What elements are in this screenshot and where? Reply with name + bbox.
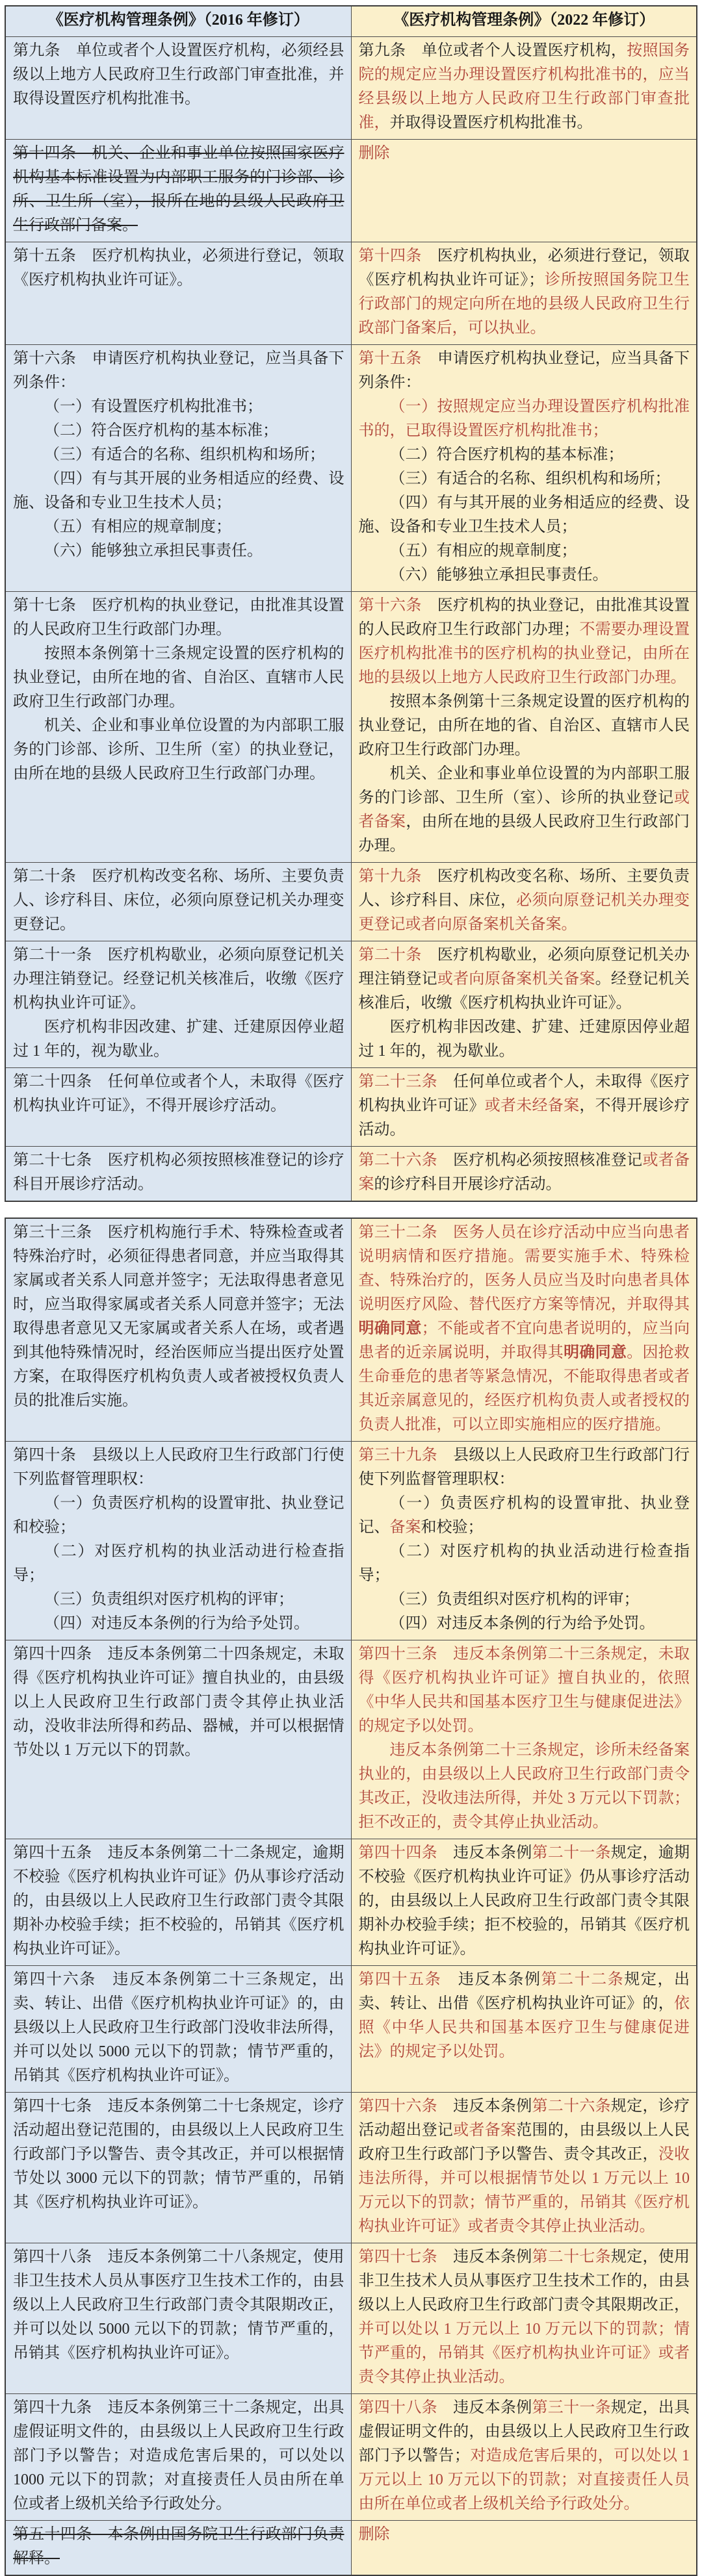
unchanged-text: 。经登记机关核准后，收缴《医疗机构执业许可证》。 <box>358 971 690 1012</box>
changed-text: 第二十六条 <box>358 1152 437 1169</box>
provision-paragraph <box>359 1492 690 1540</box>
unchanged-text: 医疗机构非因改建、扩建、迁建原因停业超过 1 年的，视为歇业。 <box>358 1019 690 1060</box>
provision-paragraph <box>359 1070 690 1142</box>
cell-2016-version <box>5 2243 351 2394</box>
unchanged-text: 和校验； <box>421 1519 484 1536</box>
changed-text: 没收违法所得，并可以根据情节处以 1 万元以上 10 万元以下的罚款；情节严重的，吊销其《医疗机构执业许可证》或者责令其停止执业活动。 <box>358 2146 690 2235</box>
cell-2022-version <box>351 592 697 863</box>
provision-paragraph <box>359 1444 690 1492</box>
provision-paragraph <box>13 1149 344 1197</box>
unchanged-text: 第四十五条 违反本条例第二十二条规定，逾期不校验《医疗机构执业许可证》仍从事诊疗活动的，由县级以上人民政府卫生行政部门责令其限期补办校验手续；拒不校验的，吊销其《医疗机构执业许可证》。 <box>13 1844 344 1958</box>
comparison-row <box>5 1966 697 2093</box>
comparison-table-part2 <box>5 1218 697 2576</box>
header-row <box>5 6 697 37</box>
provision-paragraph <box>359 1221 690 1437</box>
provision-paragraph <box>13 865 344 937</box>
provision-paragraph <box>13 594 344 642</box>
changed-text: （一）按照规定应当办理设置医疗机构批准书的，已取得设置医疗机构批准书； <box>358 398 690 439</box>
provision-paragraph <box>359 539 690 563</box>
provision-paragraph <box>359 943 690 1015</box>
comparison-row <box>5 1839 697 1966</box>
provision-paragraph <box>359 142 690 166</box>
unchanged-text: 规定，使用非卫生技术人员从事医疗卫生技术工作的，由县级以上人民政府卫生行政部门责令其限期改正， <box>358 2249 690 2314</box>
changed-text: 第二十一条 <box>532 1844 611 1861</box>
provision-paragraph <box>13 1070 344 1118</box>
provision-paragraph <box>359 1149 690 1197</box>
cell-2016-version <box>5 1839 351 1966</box>
comparison-row <box>5 2093 697 2243</box>
changed-text: 第四十四条 <box>358 1844 437 1861</box>
cell-2022-version <box>351 140 697 242</box>
changed-text: 按照国务院的规定应当办理设置医疗机构批准书的，应当经县级以上地方人民政府卫生行政部门审查批准， <box>358 42 690 131</box>
unchanged-text: 第二十条 医疗机构改变名称、场所、主要负责人、诊疗科目、床位，必须向原登记机关办理变更登记。 <box>13 868 344 933</box>
comparison-row <box>5 1218 697 1442</box>
cell-2022-version <box>351 863 697 941</box>
provision-paragraph <box>359 2095 690 2239</box>
cell-2016-version <box>5 37 351 140</box>
changed-text: 第二十三条 <box>358 1073 437 1090</box>
provision-paragraph <box>13 395 344 419</box>
changed-text: 第四十五条 <box>358 1971 442 1988</box>
unchanged-text: 第十五条 医疗机构执业，必须进行登记，领取《医疗机构执业许可证》。 <box>13 248 344 288</box>
unchanged-text: （六）能够独立承担民事责任。 <box>389 567 608 583</box>
unchanged-text: 机关、企业和事业单位设置的为内部职工服务的门诊部、卫生所（室）、诊所的执业登记 <box>358 765 690 806</box>
unchanged-text: （六）能够独立承担民事责任。 <box>44 542 263 559</box>
deleted-text: 第十四条 机关、企业和事业单位按照国家医疗机构基本标准设置为内部职工服务的门诊部、诊所、卫生所（室），报所在地的县级人民政府卫生行政部门备案。 <box>13 145 344 234</box>
right-column-title-2022: 《医疗机构管理条例》（2022 年修订） <box>351 6 697 37</box>
provision-paragraph <box>13 2245 344 2366</box>
provision-paragraph <box>359 2245 690 2390</box>
unchanged-text: （五）有相应的规章制度； <box>44 518 231 535</box>
provision-paragraph <box>359 563 690 587</box>
cell-2016-version <box>5 863 351 941</box>
provision-paragraph <box>13 443 344 467</box>
cell-2022-version <box>351 1966 697 2093</box>
cell-2022-version <box>351 345 697 592</box>
provision-paragraph <box>13 347 344 395</box>
unchanged-text: 规定，逾期不校验《医疗机构执业许可证》仍从事诊疗活动的，由县级以上人民政府卫生行政部门责令其限期补办校验手续；拒不校验的，吊销其《医疗机构执业许可证》。 <box>358 1844 690 1958</box>
provision-paragraph <box>359 347 690 395</box>
comparison-row <box>5 1640 697 1839</box>
changed-text: 。因抢救生命垂危的患者等紧急情况，不能取得患者或者其近亲属意见的，经医疗机构负责人或者授权的负责人批准，可以立即实施相应的医疗措施。 <box>358 1344 690 1433</box>
unchanged-text: 第十六条 申请医疗机构执业登记，应当具备下列条件： <box>13 350 344 391</box>
unchanged-text: （一）负责医疗机构的设置审批、执业登记和校验； <box>13 1495 344 1536</box>
unchanged-text: 第四十六条 违反本条例第二十三条规定，出卖、转让、出借《医疗机构执业许可证》的，由县级以上人民政府卫生行政部门没收非法所得，并可以处以 5000 元以下的罚款；情节严重的，吊销其《医疗机构执业许可证》。 <box>13 1971 344 2084</box>
unchanged-text: 任何单位或者个人，未取得《医疗机构执业许可证》 <box>358 1073 690 1114</box>
provision-paragraph <box>13 1612 344 1636</box>
provision-paragraph <box>13 39 344 111</box>
changed-text: 必须向原登记机关办理变更登记或者向原备案机关备案。 <box>358 892 690 933</box>
unchanged-text: 第二十一条 医疗机构歇业，必须向原登记机关办理注销登记。经登记机关核准后，收缴《医疗机构执业许可证》。 <box>13 947 344 1012</box>
unchanged-text: 违反本条例 <box>437 2399 532 2416</box>
changed-text: 并可以处以 1 万元以上 10 万元以下的罚款；情节严重的，吊销其《医疗机构执业许可证》或者责令其停止执业活动。 <box>358 2321 690 2386</box>
provision-paragraph <box>359 865 690 937</box>
changed-text: 第四十六条 <box>358 2098 437 2115</box>
comparison-row <box>5 140 697 242</box>
cell-2016-version <box>5 1147 351 1202</box>
provision-paragraph <box>359 1642 690 1739</box>
changed-text: 不需要办理设置医疗机构批准书的医疗机构的执业登记，由所在地的县级以上地方人民政府卫生行政部门办理。 <box>358 621 690 686</box>
provision-paragraph <box>13 1588 344 1612</box>
changed-text: 第十九条 <box>358 868 422 885</box>
cell-2022-version <box>351 2394 697 2521</box>
provision-paragraph <box>13 142 344 238</box>
provision-paragraph <box>359 39 690 135</box>
unchanged-text: 医疗机构执业，必须进行登记，领取《医疗机构执业许可证》； <box>358 248 690 288</box>
unchanged-text: 第十七条 医疗机构的执业登记，由批准其设置的人民政府卫生行政部门办理。 <box>13 597 344 638</box>
cell-2022-version <box>351 2093 697 2243</box>
cell-2022-version <box>351 1068 697 1147</box>
unchanged-text: 医疗机构的执业登记，由批准其设置的人民政府卫生行政部门办理； <box>358 597 690 638</box>
unchanged-text: （一）有设置医疗机构批准书； <box>44 398 263 415</box>
cell-2022-version <box>351 1442 697 1640</box>
unchanged-text: 县级以上人民政府卫生行政部门行使下列监督管理职权： <box>358 1447 690 1488</box>
cell-2016-version <box>5 242 351 345</box>
provision-paragraph <box>13 2523 344 2571</box>
cell-2022-version <box>351 37 697 140</box>
changed-text: 第二十六条 <box>532 2098 611 2115</box>
changed-text: 或者向原备案机关备案 <box>437 971 595 988</box>
provision-paragraph <box>359 1841 690 1961</box>
changed-text: 违反本条例第二十三条规定，诊所未经备案执业的，由县级以上人民政府卫生行政部门责令其改正，没收违法所得，并处 3 万元以下罚款；拒不改正的，责令其停止执业活动。 <box>358 1742 690 1831</box>
cell-2016-version <box>5 1218 351 1442</box>
cell-2022-version <box>351 2521 697 2576</box>
cell-2022-version <box>351 941 697 1068</box>
unchanged-text: 规定，诊疗活动超出登记 <box>358 2098 690 2139</box>
provision-paragraph <box>13 1492 344 1540</box>
unchanged-text: （五）有相应的规章制度； <box>389 542 577 559</box>
cell-2016-version <box>5 140 351 242</box>
comparison-row <box>5 345 697 592</box>
changed-text: 第三十一条 <box>532 2399 611 2416</box>
provision-paragraph <box>359 594 690 690</box>
cell-2022-version <box>351 1839 697 1966</box>
unchanged-text: 医疗机构必须按照核准登记 <box>437 1152 643 1169</box>
unchanged-text: 的诊疗科目开展诊疗活动。 <box>374 1176 562 1193</box>
unchanged-text: （四）有与其开展的业务相适应的经费、设施、设备和专业卫生技术人员； <box>13 470 344 511</box>
changed-text: 第三十二条 医务人员在诊疗活动中应当向患者说明病情和医疗措施。需要实施手术、特殊检查、特殊治疗的，医务人员应当及时向患者具体说明医疗风险、替代医疗方案等情况，并取得其 <box>358 1224 690 1313</box>
provision-paragraph <box>359 762 690 858</box>
changed-text: 第二十二条 <box>541 1971 625 1988</box>
unchanged-text: （三）负责组织对医疗机构的评审； <box>44 1591 294 1608</box>
cell-2016-version <box>5 2521 351 2576</box>
changed-text: ；不能或者不宜向患者说明的，应当向患者的近亲属说明，并取得其 <box>358 1320 690 1361</box>
changed-text: 删除 <box>358 145 390 162</box>
provision-paragraph <box>359 1968 690 2064</box>
unchanged-text: （三）有适合的名称、组织机构和场所； <box>389 470 671 487</box>
unchanged-text: 第九条 单位或者个人设置医疗机构，必须经县级以上地方人民政府卫生行政部门审查批准，并取得设置医疗机构批准书。 <box>13 42 344 107</box>
unchanged-text: 违反本条例 <box>437 2249 532 2265</box>
provision-paragraph <box>359 1739 690 1835</box>
provision-paragraph <box>13 714 344 786</box>
changed-text-emphasis: 明确同意 <box>564 1344 627 1361</box>
comparison-row <box>5 1147 697 1202</box>
provision-paragraph <box>13 2396 344 2516</box>
unchanged-text: 第四十四条 违反本条例第二十四条规定，未取得《医疗机构执业许可证》擅自执业的，由县级以上人民政府卫生行政部门责令其停止执业活动，没收非法所得和药品、器械，并可以根据情节处以 1 万元以下的罚款。 <box>13 1646 344 1759</box>
provision-paragraph <box>13 467 344 515</box>
provision-paragraph <box>13 419 344 443</box>
unchanged-text: 规定，出具虚假证明文件的，由县级以上人民政府卫生行政部门予以警告； <box>358 2399 690 2464</box>
comparison-table-header <box>5 6 697 37</box>
unchanged-text: 医疗机构改变名称、场所、主要负责人、诊疗科目、床位， <box>358 868 690 909</box>
changed-text: 第十五条 <box>358 350 422 367</box>
unchanged-text: （四）对违反本条例的行为给予处罚。 <box>44 1615 309 1632</box>
cell-2016-version <box>5 2093 351 2243</box>
cell-2016-version <box>5 592 351 863</box>
unchanged-text: ，由所在地的县级人民政府卫生行政部门办理。 <box>358 813 690 854</box>
left-column-title-2016: 《医疗机构管理条例》（2016 年修订） <box>5 6 351 37</box>
provision-paragraph <box>359 1588 690 1612</box>
unchanged-text: 第九条 单位或者个人设置医疗机构， <box>358 42 627 59</box>
provision-paragraph <box>13 2095 344 2215</box>
cell-2022-version <box>351 242 697 345</box>
comparison-row <box>5 37 697 140</box>
changed-text: 或者备案 <box>358 789 690 830</box>
cell-2016-version <box>5 1640 351 1839</box>
changed-text: 诊所按照国务院卫生行政部门的规定向所在地的县级人民政府卫生行政部门备案后，可以执业。 <box>358 272 690 337</box>
provision-paragraph <box>359 1015 690 1064</box>
unchanged-text: 按照本条例第十三条规定设置的医疗机构的执业登记，由所在地的省、自治区、直辖市人民政府卫生行政部门办理。 <box>13 645 344 710</box>
unchanged-text: 第二十四条 任何单位或者个人，未取得《医疗机构执业许可证》，不得开展诊疗活动。 <box>13 1073 344 1114</box>
unchanged-text: 第二十七条 医疗机构必须按照核准登记的诊疗科目开展诊疗活动。 <box>13 1152 344 1193</box>
changed-text: 第四十三条 违反本条例第二十三条规定，未取得《医疗机构执业许可证》擅自执业的，依照《中华人民共和国基本医疗卫生与健康促进法》的规定予以处罚。 <box>358 1646 690 1735</box>
unchanged-text: 第四十条 县级以上人民政府卫生行政部门行使下列监督管理职权： <box>13 1447 344 1488</box>
cell-2016-version <box>5 1442 351 1640</box>
provision-paragraph <box>13 244 344 292</box>
changed-text: 对造成危害后果的，可以处以 1 万元以上 10 万元以下的罚款；对直接责任人员由所在单位或者上级机关给予行政处分。 <box>358 2447 690 2512</box>
unchanged-text: 并取得设置医疗机构批准书。 <box>389 114 593 131</box>
comparison-row <box>5 2243 697 2394</box>
changed-text: 第十六条 <box>358 597 422 614</box>
provision-paragraph <box>359 1540 690 1588</box>
table-2-body <box>5 1218 697 2575</box>
provision-paragraph <box>359 395 690 443</box>
provision-paragraph <box>13 642 344 714</box>
comparison-row <box>5 941 697 1068</box>
changed-text: 或者备案 <box>453 2122 517 2139</box>
unchanged-text: 范围的，由县级以上人民政府卫生行政部门予以警告、责令其改正， <box>358 2122 690 2163</box>
provision-paragraph <box>13 1642 344 1763</box>
changed-text: 依照《中华人民共和国基本医疗卫生与健康促进法》的规定予以处罚。 <box>358 1995 690 2060</box>
unchanged-text: 申请医疗机构执业登记，应当具备下列条件： <box>358 350 690 391</box>
unchanged-text: 按照本条例第十三条规定设置的医疗机构的执业登记，由所在地的省、自治区、直辖市人民政府卫生行政部门办理。 <box>358 693 690 758</box>
comparison-row <box>5 242 697 345</box>
provision-paragraph <box>13 1015 344 1064</box>
unchanged-text: 机关、企业和事业单位设置的为内部职工服务的门诊部、诊所、卫生所（室）的执业登记，由所在地的县级人民政府卫生行政部门办理。 <box>13 717 344 782</box>
changed-text-emphasis: 明确同意 <box>358 1320 422 1337</box>
comparison-row <box>5 1442 697 1640</box>
changed-text: 备案 <box>389 1519 421 1536</box>
comparison-row <box>5 2394 697 2521</box>
cell-2016-version <box>5 2394 351 2521</box>
cell-2016-version <box>5 941 351 1068</box>
provision-paragraph <box>359 467 690 491</box>
unchanged-text: 医疗机构非因改建、扩建、迁建原因停业超过 1 年的，视为歇业。 <box>13 1019 344 1060</box>
unchanged-text: （二）符合医疗机构的基本标准； <box>44 422 278 439</box>
cell-2016-version <box>5 345 351 592</box>
unchanged-text: 第四十八条 违反本条例第二十八条规定，使用非卫生技术人员从事医疗卫生技术工作的，由县级以上人民政府卫生行政部门责令其限期改正，并可以处以 5000 元以下的罚款；情节严重的，吊销其《医疗机构执业许可证》。 <box>13 2249 344 2362</box>
changed-text: 第二十七条 <box>532 2249 611 2265</box>
changed-text: 或者未经备案 <box>484 1097 580 1114</box>
unchanged-text: （四）对违反本条例的行为给予处罚。 <box>389 1615 655 1632</box>
unchanged-text: 第四十九条 违反本条例第三十二条规定，出具虚假证明文件的，由县级以上人民政府卫生行政部门予以警告；对造成危害后果的，可以处以 1000 元以下的罚款；对直接责任人员由所在单位或者上级机关给予行政处分。 <box>13 2399 344 2512</box>
cell-2022-version <box>351 1218 697 1442</box>
unchanged-text: （二）对医疗机构的执业活动进行检查指导； <box>13 1543 344 1584</box>
provision-paragraph <box>13 539 344 563</box>
changed-text: 第十四条 <box>358 248 422 264</box>
changed-text: 第三十九条 <box>358 1447 437 1464</box>
unchanged-text: （三）有适合的名称、组织机构和场所； <box>44 446 325 463</box>
cell-2022-version <box>351 1640 697 1839</box>
unchanged-text: 第四十七条 违反本条例第二十七条规定，诊疗活动超出登记范围的，由县级以上人民政府卫生行政部门予以警告、责令其改正，并可以根据情节处以 3000 元以下的罚款；情节严重的，吊销其《医疗机构执业许可证》。 <box>13 2098 344 2211</box>
unchanged-text: ，不得开展诊疗活动。 <box>358 1097 690 1138</box>
comparison-row <box>5 863 697 941</box>
provision-paragraph <box>13 515 344 539</box>
unchanged-text: 违反本条例 <box>437 2098 532 2115</box>
comparison-row <box>5 592 697 863</box>
comparison-row <box>5 2521 697 2576</box>
unchanged-text: （一）负责医疗机构的设置审批、执业登记、 <box>358 1495 690 1536</box>
provision-paragraph <box>359 491 690 539</box>
provision-paragraph <box>359 2523 690 2547</box>
unchanged-text: 医疗机构歇业，必须向原登记机关办理注销登记 <box>358 947 690 988</box>
changed-text: 第二十条 <box>358 947 422 963</box>
unchanged-text: （二）符合医疗机构的基本标准； <box>389 446 624 463</box>
provision-paragraph <box>13 1968 344 2088</box>
provision-paragraph <box>13 1841 344 1961</box>
changed-text: 或者备案 <box>358 1152 690 1193</box>
unchanged-text: 违反本条例 <box>441 1971 541 1988</box>
provision-paragraph <box>359 244 690 340</box>
changed-text: 第四十八条 <box>358 2399 437 2416</box>
table-separator-gap <box>5 1202 697 1218</box>
unchanged-text: 违反本条例 <box>437 1844 532 1861</box>
changed-text: 第四十七条 <box>358 2249 437 2265</box>
provision-paragraph <box>359 690 690 762</box>
comparison-table-part1 <box>5 5 697 1202</box>
provision-paragraph <box>359 2396 690 2516</box>
cell-2022-version <box>351 1147 697 1202</box>
unchanged-text: 规定，出卖、转让、出借《医疗机构执业许可证》的， <box>358 1971 690 2012</box>
provision-paragraph <box>13 943 344 1015</box>
comparison-row <box>5 1068 697 1147</box>
deleted-text: 第五十四条 本条例由国务院卫生行政部门负责解释。 <box>13 2526 344 2567</box>
provision-paragraph <box>13 1221 344 1413</box>
provision-paragraph <box>359 1612 690 1636</box>
table-1-body <box>5 37 697 1202</box>
unchanged-text: （三）负责组织对医疗机构的评审； <box>389 1591 640 1608</box>
unchanged-text: （二）对医疗机构的执业活动进行检查指导； <box>358 1543 690 1584</box>
provision-paragraph <box>359 443 690 467</box>
unchanged-text: （四）有与其开展的业务相适应的经费、设施、设备和专业卫生技术人员； <box>358 494 690 535</box>
cell-2016-version <box>5 1966 351 2093</box>
unchanged-text: 第三十三条 医疗机构施行手术、特殊检查或者特殊治疗时，必须征得患者同意，并应当取得其家属或者关系人同意并签字；无法取得患者意见时，应当取得家属或者关系人同意并签字；无法取得患者意见又无家属或者关系人在场，或者遇到其他特殊情况时，经治医师应当提出医疗处置方案，在取得医疗机构负责人或者被授权负责人员的批准后实施。 <box>13 1224 344 1409</box>
changed-text: 删除 <box>358 2526 390 2543</box>
cell-2022-version <box>351 2243 697 2394</box>
cell-2016-version <box>5 1068 351 1147</box>
provision-paragraph <box>13 1444 344 1492</box>
provision-paragraph <box>13 1540 344 1588</box>
